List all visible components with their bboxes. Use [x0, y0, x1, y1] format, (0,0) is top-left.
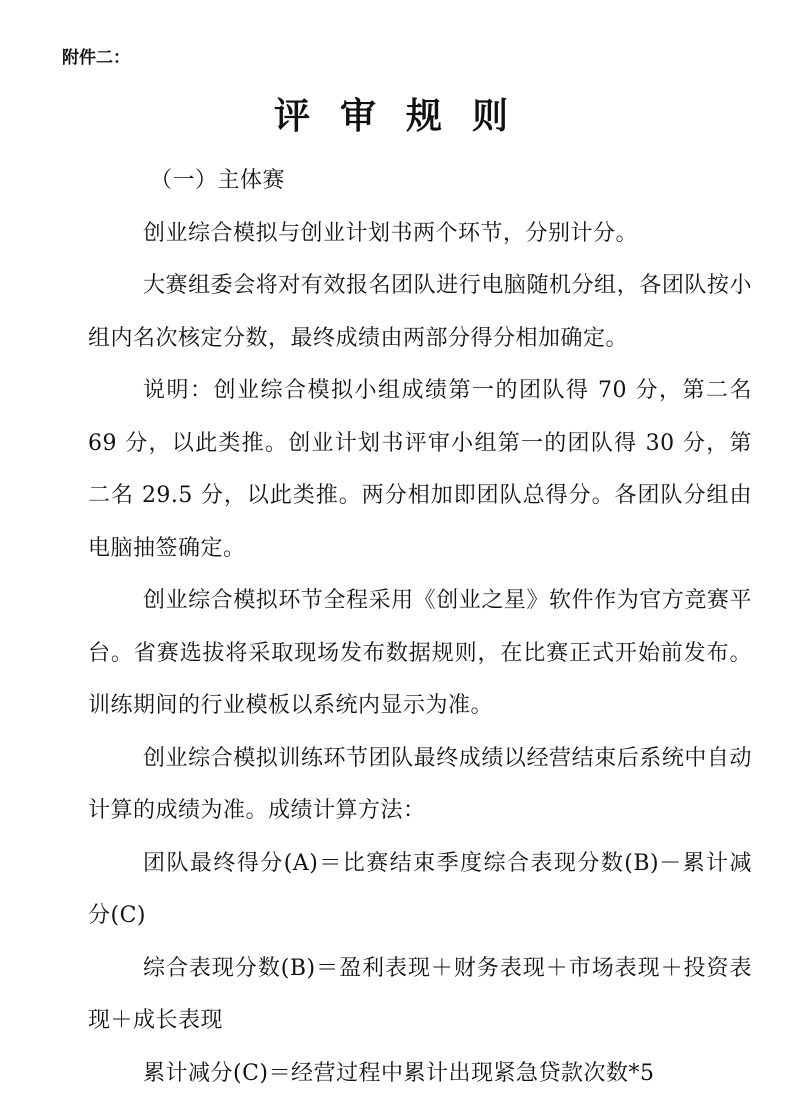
page-title: 评审规则 — [0, 93, 800, 141]
section-heading: （一）主体赛 — [88, 155, 752, 208]
paragraph-grouping: 大赛组委会将对有效报名团队进行电脑随机分组，各团队按小组内名次核定分数，最终成绩由两部分得分相加确定。 — [88, 260, 752, 365]
paragraph-scoring-parts: 创业综合模拟与创业计划书两个环节，分别计分。 — [88, 208, 752, 261]
formula-deduction: 累计减分(C)＝经营过程中累计出现紧急贷款次数*5 — [88, 1048, 752, 1100]
formula-final-score: 团队最终得分(A)＝比赛结束季度综合表现分数(B)－累计减分(C) — [88, 838, 752, 943]
document-body — [88, 155, 752, 1100]
paragraph-explanation: 说明：创业综合模拟小组成绩第一的团队得 70 分，第二名 69 分，以此类推。创业计划书评审小组第一的团队得 30 分，第二名 29.5 分，以此类推。两分相加即团队总得分。各团队分组由电脑抽签确定。 — [88, 365, 752, 575]
attachment-label: 附件二： — [62, 44, 130, 72]
formula-performance-score: 综合表现分数(B)＝盈利表现＋财务表现＋市场表现＋投资表现＋成长表现 — [88, 943, 752, 1048]
paragraph-platform: 创业综合模拟环节全程采用《创业之星》软件作为官方竞赛平台。省赛选拔将采取现场发布数据规则，在比赛正式开始前发布。训练期间的行业模板以系统内显示为准。 — [88, 575, 752, 733]
paragraph-final-score: 创业综合模拟训练环节团队最终成绩以经营结束后系统中自动计算的成绩为准。成绩计算方法： — [88, 733, 752, 838]
